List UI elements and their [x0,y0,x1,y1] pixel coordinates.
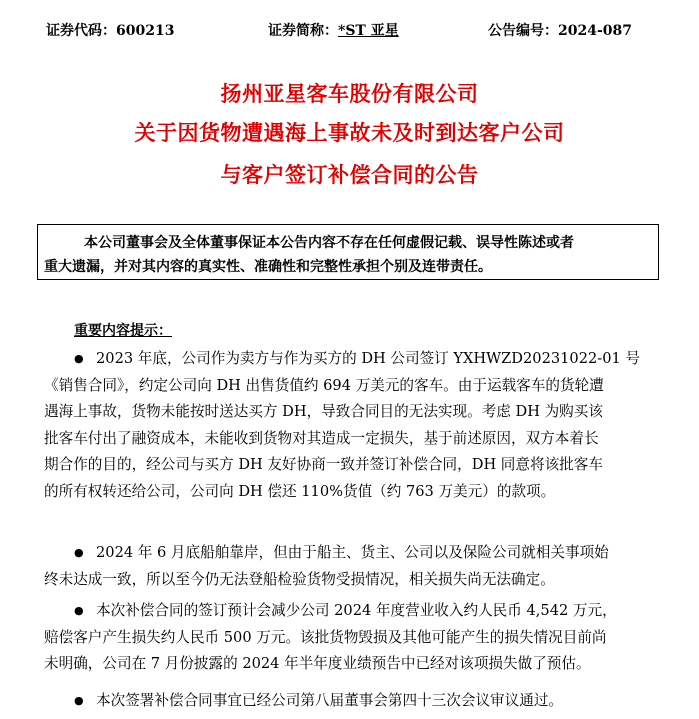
notice-line-1: 本公司董事会及全体董事保证本公告内容不存在任何虚假记载、误导性陈述或者 [84,235,574,251]
bullet-icon: ● [74,546,84,559]
paragraph-line: ● 本次签署补偿合同事宜已经公司第八届董事会第四十三次会议审议通过。 [44,688,658,715]
announcement-number [488,20,632,40]
bullet-icon: ● [74,352,84,365]
stock-code [46,20,174,40]
paragraph-line: 遇海上事故，货物未能按时送达买方 DH，导致合同目的无法实现。考虑 DH 为购买该 [44,403,603,420]
announcement-number-label: 公告编号： [488,23,558,39]
key-point-1 [44,346,658,505]
key-point-4 [44,688,658,715]
board-guarantee-notice [37,224,659,280]
paragraph-line: 期合作的目的，经公司与买方 DH 友好协商一致并签订补偿合同，DH 同意将该批客车 [44,456,603,473]
company-title: 扬州亚星客车股份有限公司 [220,81,479,106]
section-title: 重要内容提示： [74,323,172,339]
paragraph-line: 批客车付出了融资成本，未能收到货物对其造成一定损失，基于前述原因，双方本着长 [44,429,599,447]
notice-line-2: 重大遗漏，并对其内容的真实性、准确性和完整性承担个别及连带责任。 [44,259,492,275]
paragraph-line: ● 2023 年底，公司作为卖方与作为买方的 DH 公司签订 YXHWZD20231022-01 号 [44,346,658,373]
announcement-header [0,20,699,42]
paragraph-line: 未明确，公司在 7 月份披露的 2024 年半年度业绩预告中已经对该项损失做了预估。 [44,655,591,672]
stock-code-label: 证券代码： [46,23,116,39]
paragraph-line: ● 2024 年 6 月底船舶靠岸，但由于船主、货主、公司以及保险公司就相关事项始 [44,540,658,567]
paragraph-line: 终未达成一致，所以至今仍无法登船检验货物受损情况，相关损失尚无法确定。 [44,570,555,588]
stock-name-value: *ST 亚星 [338,23,399,39]
bullet-icon: ● [74,604,84,617]
announcement-title-line-2: 与客户签订补偿合同的公告 [220,162,479,187]
stock-name [268,20,399,40]
paragraph-line: 的所有权转还给公司，公司向 DH 偿还 110%货值（约 763 万美元）的款项。 [44,482,556,500]
key-point-2 [44,540,658,593]
stock-name-label: 证券简称： [268,23,338,39]
stock-code-value: 600213 [116,23,175,39]
key-point-3 [44,598,658,678]
bullet-icon: ● [74,694,84,707]
announcement-title-line-1: 关于因货物遭遇海上事故未及时到达客户公司 [134,120,565,145]
paragraph-line: 《销售合同》，约定公司向 DH 出售货值约 694 万美元的客车。由于运载客车的货轮遭 [44,376,604,394]
announcement-number-value: 2024-087 [558,23,632,39]
paragraph-line: ● 本次补偿合同的签订预计会减少公司 2024 年度营业收入约人民币 4,542 万元， [44,598,658,625]
paragraph-line: 赔偿客户产生损失约人民币 500 万元。该批货物毁损及其他可能产生的损失情况目前尚 [44,628,607,646]
